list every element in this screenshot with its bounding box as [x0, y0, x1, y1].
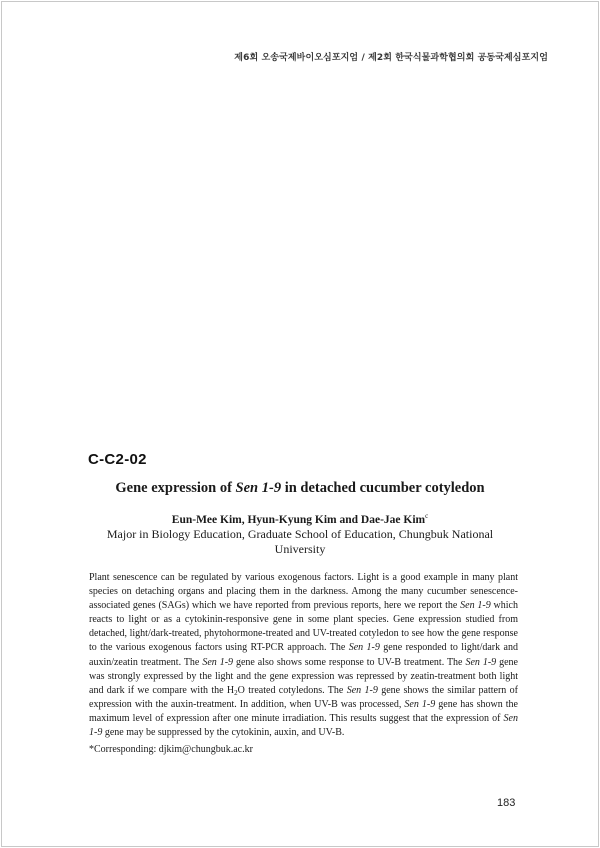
corresponding-mark: c: [425, 512, 429, 520]
affiliation-line-2: University: [274, 542, 326, 556]
title-gene: Sen 1-9: [235, 480, 282, 496]
authors-text: Eun-Mee Kim, Hyun-Kyung Kim and Dae-Jae Kim: [171, 514, 426, 526]
gene-name: Sen 1-9: [89, 712, 518, 739]
title-pre: Gene expression of: [115, 480, 236, 496]
abstract-text: which reacts to light or as a cytokinin-responsive gene in some plant species. Gene expression studied from detached, light/dark-treated, phytohormone-treated and UV-treated cotyledon to see how the gene response to the various exogenous factors using RT-PCR approach. The: [89, 600, 518, 654]
corresponding-email: *Corresponding: djkim@chungbuk.ac.kr: [89, 744, 253, 755]
page-number: 183: [497, 797, 516, 809]
paper-title: [80, 480, 520, 497]
abstract-text: gene responded to light/dark and auxin/zeatin treatment. The: [89, 642, 518, 668]
gene-name: Sen 1-9: [202, 656, 234, 668]
title-post: in detached cucumber cotyledon: [281, 480, 485, 496]
abstract-text: gene also shows some response to UV-B treatment. The: [233, 656, 466, 668]
abstract-text: gene has shown the maximum level of expression after one minute irradiation. This results suggest that the expression of: [89, 698, 518, 724]
running-header: 제6회 오송국제바이오심포지엄 / 제2회 한국식물과학협의회 공동국제심포지엄: [234, 53, 548, 63]
abstract-text: gene may be suppressed by the cytokinin, auxin, and UV-B.: [102, 727, 345, 739]
abstract-text: gene shows the similar pattern of expression with the auxin-treatment. In addition, when UV-B was processed,: [89, 684, 518, 710]
gene-name: Sen 1-9: [465, 656, 497, 668]
gene-name: Sen 1-9: [404, 698, 436, 710]
gene-name: Sen 1-9: [348, 642, 380, 654]
gene-name: Sen 1-9: [346, 684, 378, 696]
abstract-body: [89, 571, 518, 740]
affiliation: [80, 527, 520, 557]
author-list: [80, 512, 520, 526]
affiliation-line-1: Major in Biology Education, Graduate School of Education, Chungbuk National: [106, 527, 494, 541]
subscript: 2: [234, 688, 238, 697]
abstract-text: O treated cotyledons. The: [237, 684, 347, 696]
abstract-text: Plant senescence can be regulated by various exogenous factors. Light is a good example in many plant species on detaching organs and placing them in the darkness. Among the many cucumber senescence-associated genes (SAGs) which we have reported from previous reports, here we report the: [89, 572, 518, 612]
gene-name: Sen 1-9: [460, 600, 491, 612]
paper-code: C-C2-02: [88, 451, 147, 468]
abstract-text: gene was strongly expressed by the light and the gene expression was repressed by zeatin-treatment both light and dark if we compare with the H: [89, 656, 518, 696]
